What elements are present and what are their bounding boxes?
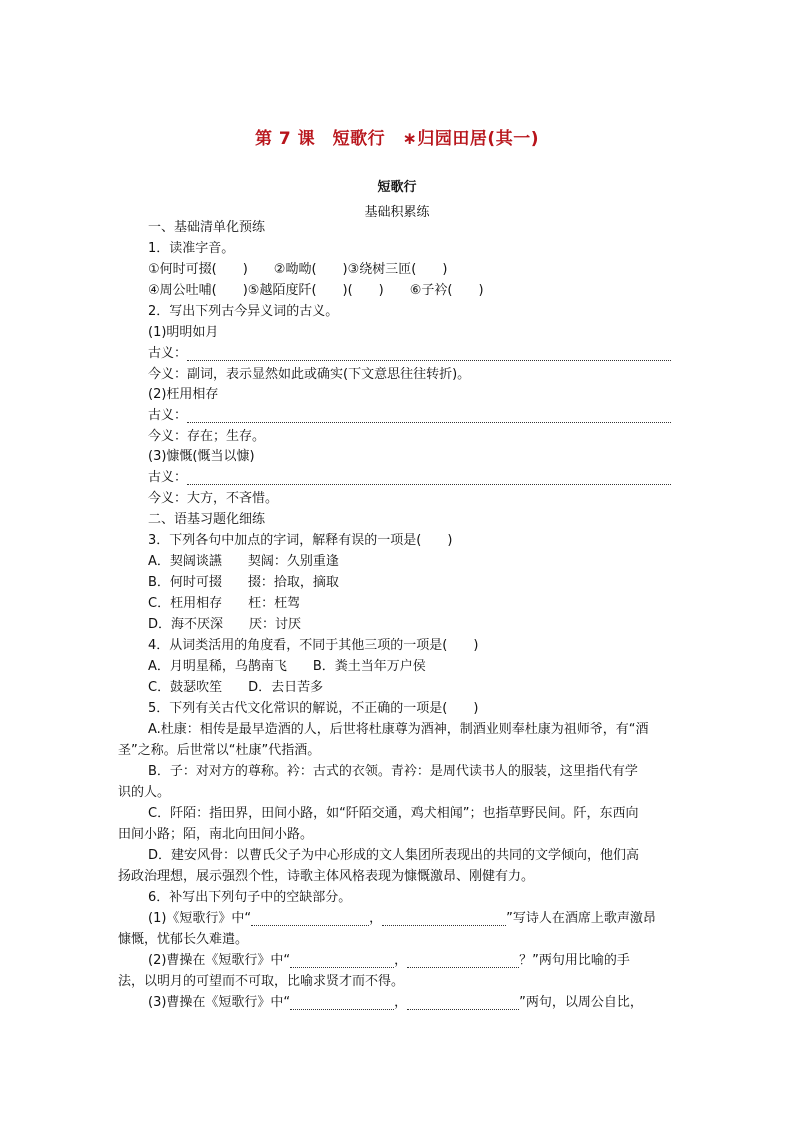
- section-title: 短歌行: [377, 180, 417, 195]
- part1-heading: 一、基础清单化预练: [148, 220, 266, 235]
- q2-stem: 2．写出下列古今异义词的古义。: [148, 304, 339, 319]
- q6-2-blank-a[interactable]: [290, 954, 394, 968]
- q6-2-mid: ，: [394, 953, 408, 968]
- q1-row2: ④周公吐哺( )⑤越陌度阡( )( ) ⑥子衿( ): [148, 283, 484, 298]
- q2b-gu-row: [148, 406, 671, 426]
- q2a-gu-label: 古义：: [148, 346, 188, 361]
- q2b-word: (2)枉用相存: [148, 387, 219, 402]
- q6-3-row: [148, 993, 643, 1013]
- q2b-answer-line[interactable]: [187, 409, 671, 423]
- q4-options-ab: A．月明星稀，乌鹊南飞 B．粪土当年万户侯: [148, 659, 426, 674]
- q6-2-row: [148, 951, 630, 971]
- q6-2-blank-b[interactable]: [407, 954, 519, 968]
- q5-c-line2: 田间小路；陌，南北向田间小路。: [118, 827, 314, 842]
- q4-options-cd: C．鼓瑟吹笙 D．去日苦多: [148, 680, 324, 695]
- q6-3-end: ”两句，以周公自比，: [519, 995, 643, 1010]
- q6-1-end: ”写诗人在酒席上歌声激昂: [506, 911, 656, 926]
- q2a-word: (1)明明如月: [148, 325, 219, 340]
- q3-stem: 3．下列各句中加点的字词，解释有误的一项是( ): [148, 533, 453, 548]
- q6-1-start: (1)《短歌行》中“: [148, 911, 252, 926]
- q2b-jin: 今义：存在；生存。: [148, 429, 266, 444]
- q5-b-line2: 识的人。: [118, 785, 171, 800]
- q5-d-line1: D．建安风骨：以曹氏父子为中心形成的文人集团所表现出的共同的文学倾向，他们高: [148, 848, 640, 863]
- q2c-gu-label: 古义：: [148, 470, 188, 485]
- q1-row1: ①何时可掇( ) ②呦呦( )③绕树三匝( ): [148, 262, 448, 277]
- part2-heading: 二、语基习题化细练: [148, 512, 266, 527]
- q2a-gu-row: [148, 344, 671, 364]
- q2c-jin: 今义：大方，不吝惜。: [148, 491, 279, 506]
- q6-3-start: (3)曹操在《短歌行》中“: [148, 995, 291, 1010]
- q4-stem: 4．从词类活用的角度看，不同于其他三项的一项是( ): [148, 638, 479, 653]
- q6-2-line2: 法，以明月的可望而不可取，比喻求贤才而不得。: [118, 974, 405, 989]
- q2c-gu-row: [148, 468, 671, 488]
- q6-3-mid: ，: [394, 995, 408, 1010]
- q5-a-line2: 圣”之称。后世常以“杜康”代指酒。: [118, 743, 321, 758]
- q2a-answer-line[interactable]: [187, 347, 671, 361]
- q6-1-line2: 慷慨，忧郁长久难遣。: [118, 932, 249, 947]
- q5-d-line2: 扬政治理想，展示强烈个性，诗歌主体风格表现为慷慨激昂、刚健有力。: [118, 869, 535, 884]
- q2c-answer-line[interactable]: [187, 471, 671, 485]
- q6-1-blank-b[interactable]: [382, 912, 506, 926]
- q6-1-blank-a[interactable]: [251, 912, 369, 926]
- q6-stem: 6．补写出下列句子中的空缺部分。: [148, 890, 352, 905]
- q3-option-d: D．海不厌深 厌：讨厌: [148, 617, 302, 632]
- q3-option-a: A．契阔谈讌 契阔：久别重逢: [148, 554, 339, 569]
- q2a-jin: 今义：副词，表示显然如此或确实(下文意思往往转折)。: [148, 367, 471, 382]
- lesson-title: 第 7 课 短歌行 ∗归园田居(其一): [255, 129, 539, 149]
- q1-stem: 1．读准字音。: [148, 241, 235, 256]
- q3-option-c: C．枉用相存 枉：枉驾: [148, 596, 301, 611]
- q5-a-line1: A.杜康：相传是最早造酒的人，后世将杜康尊为酒神，制酒业则奉杜康为祖师爷，有“酒: [148, 722, 649, 737]
- q6-2-start: (2)曹操在《短歌行》中“: [148, 953, 291, 968]
- q5-b-line1: B．子：对对方的尊称。衿：古式的衣领。青衿：是周代读书人的服装，这里指代有学: [148, 764, 638, 779]
- subsection-title: 基础积累练: [364, 205, 430, 220]
- q6-2-end: ？”两句用比喻的手: [519, 953, 630, 968]
- q6-1-row: [148, 909, 656, 929]
- q6-3-blank-a[interactable]: [290, 996, 394, 1010]
- q6-1-mid: ，: [369, 911, 383, 926]
- q6-3-blank-b[interactable]: [407, 996, 519, 1010]
- q5-stem: 5．下列有关古代文化常识的解说，不正确的一项是( ): [148, 701, 479, 716]
- q5-c-line1: C．阡陌：指田界，田间小路，如“阡陌交通，鸡犬相闻”；也指草野民间。阡，东西向: [148, 806, 639, 821]
- q2b-gu-label: 古义：: [148, 408, 188, 423]
- q2c-word: (3)慷慨(慨当以慷): [148, 449, 255, 464]
- q3-option-b: B．何时可掇 掇：拾取，摘取: [148, 575, 339, 590]
